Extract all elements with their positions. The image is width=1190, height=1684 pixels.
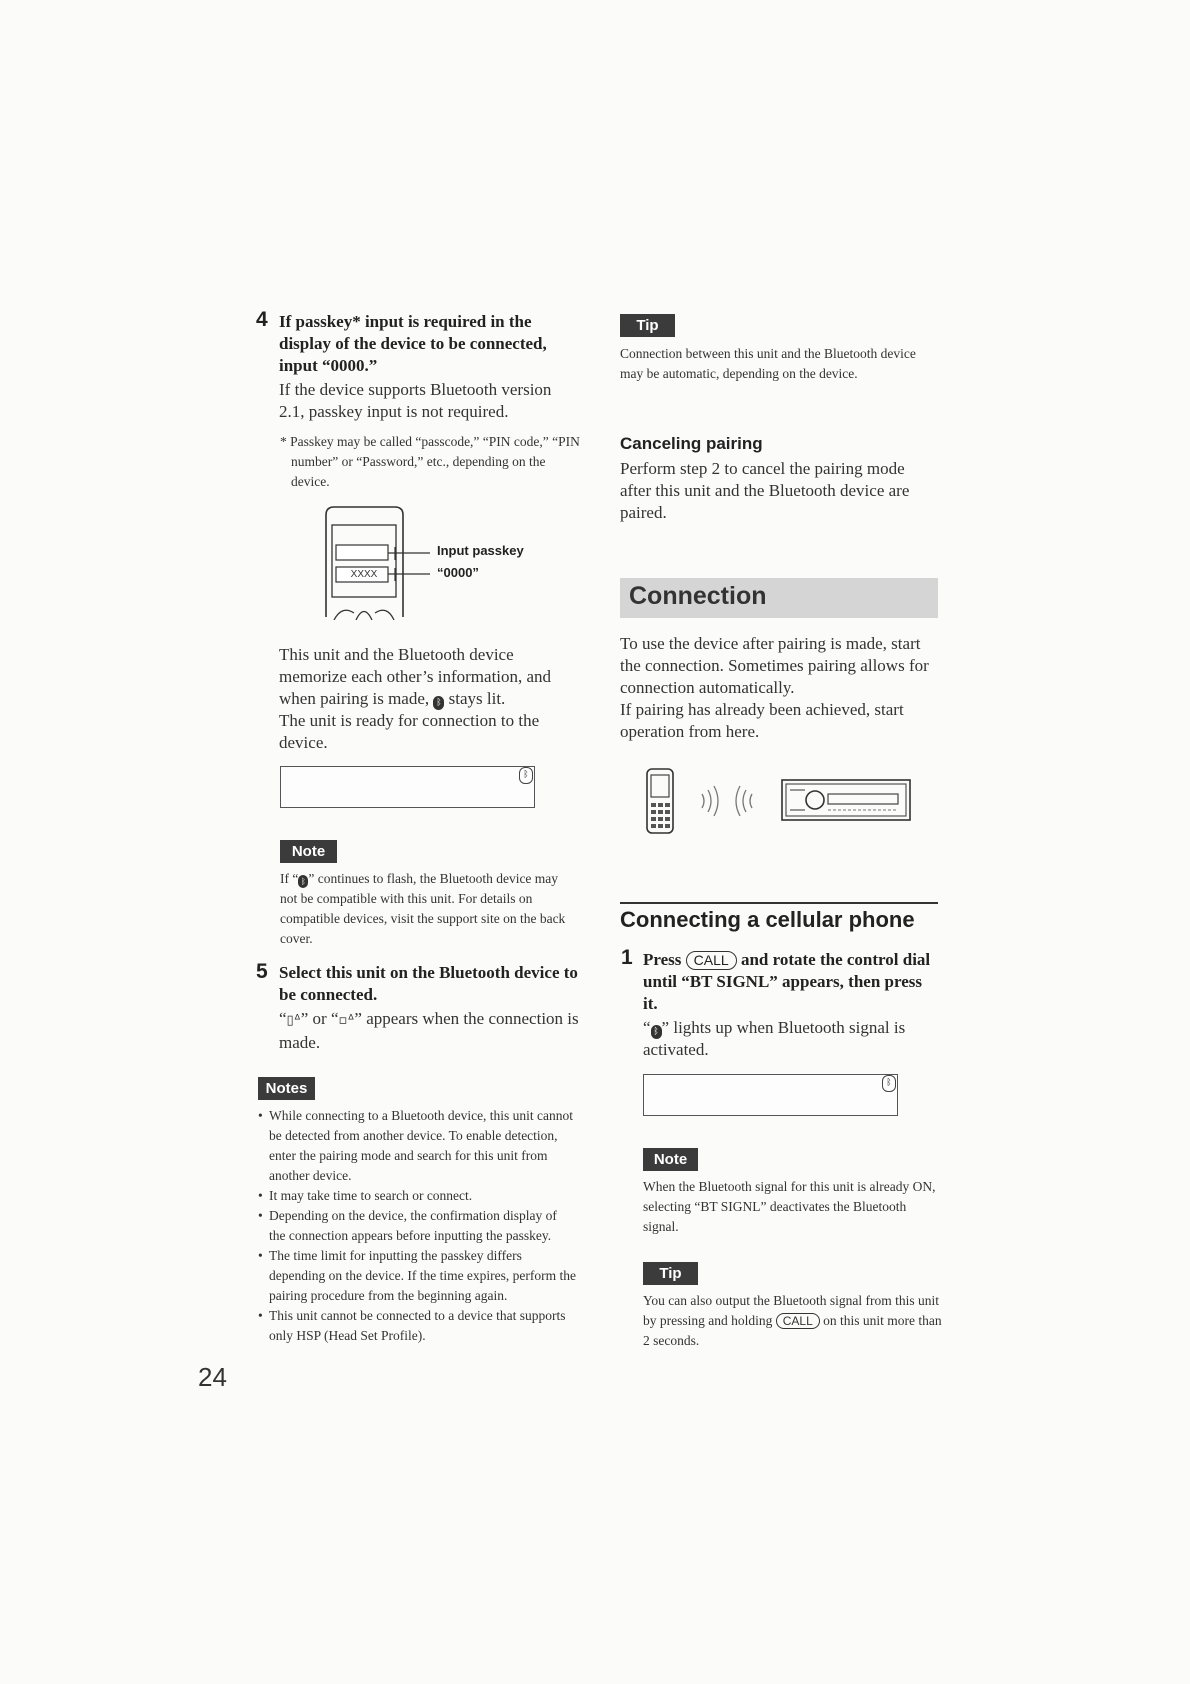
section-divider xyxy=(620,902,938,904)
step-4-number: 4 xyxy=(256,308,268,331)
tip-text: Connection between this unit and the Bluetooth device may be automatic, depending on the device. xyxy=(620,346,916,381)
tip-text-pre: You can also output the Bluetooth signal from this unit by pressing and holding xyxy=(643,1293,939,1328)
bluetooth-icon: ᛒ xyxy=(882,1075,896,1092)
notes-item: • Depending on the device, the confirmation display of the connection appears before inputting the passkey. xyxy=(258,1206,576,1246)
step-1-body-post: ” lights up when Bluetooth signal is activated. xyxy=(643,1018,906,1059)
tip-label: Tip xyxy=(620,314,675,337)
connection-text-1: To use the device after pairing is made, start the connection. Sometimes pairing allows for connection automatically. xyxy=(620,634,929,697)
note-text-after: ” continues to flash, the Bluetooth device may not be compatible with this unit. For details on compatible devices, visit the support site on the back cover. xyxy=(280,871,566,946)
step-5-body-pre: “ xyxy=(279,1009,287,1028)
memorize-text-line1: This unit and the Bluetooth device memorize each other’s information, and when pairing is made, xyxy=(279,645,552,708)
call-button[interactable]: CALL xyxy=(776,1313,820,1329)
memorize-text-line2: The unit is ready for connection to the device. xyxy=(279,711,540,752)
step-1-body xyxy=(643,1017,933,1061)
notes-item: • It may take time to search or connect. xyxy=(258,1186,576,1206)
display-lcd-bt-signal xyxy=(643,1074,898,1116)
bluetooth-icon: ᛒ xyxy=(433,696,444,710)
notes-item: • This unit cannot be connected to a device that supports only HSP (Head Set Profile). xyxy=(258,1306,576,1346)
memorize-text-line1-end: stays lit. xyxy=(448,689,506,708)
note-label: Note xyxy=(280,840,337,863)
step-1-heading-post: and rotate the control dial until “BT SIGNL” appears, then press it. xyxy=(643,950,931,1013)
passkey-figure xyxy=(320,505,540,620)
notes-item: • The time limit for inputting the passkey differs depending on the device. If the time expires, perform the pairing procedure from the beginning again. xyxy=(258,1246,576,1306)
passkey-screen-value: XXXX xyxy=(350,569,378,580)
step-1-number: 1 xyxy=(621,946,633,969)
note-text: When the Bluetooth signal for this unit is already ON, selecting “BT SIGNL” deactivates the Bluetooth signal. xyxy=(643,1179,936,1234)
phone-to-unit-illustration xyxy=(640,766,915,836)
input-passkey-value-label: “0000” xyxy=(437,565,479,580)
step-5-heading: Select this unit on the Bluetooth device to be connected. xyxy=(279,963,578,1004)
memorize-text xyxy=(279,644,579,754)
step-5-body-post: ” appears when the connection is made. xyxy=(279,1009,579,1052)
notes-list xyxy=(258,1106,576,1346)
connection-illustration xyxy=(640,766,915,836)
notes-item: • While connecting to a Bluetooth device, this unit cannot be detected from another device. To enable detection, enter the pairing mode and search for this unit from another device. xyxy=(258,1106,576,1186)
tip-label: Tip xyxy=(643,1262,698,1285)
step-1-body-pre: “ xyxy=(643,1018,651,1037)
step-4-footnote: * Passkey may be called “passcode,” “PIN code,” “PIN number” or “Password,” etc., depending on the device. xyxy=(280,434,580,489)
tip-text xyxy=(643,1291,943,1351)
step-5-body xyxy=(279,1008,579,1054)
step-5-number: 5 xyxy=(256,960,268,983)
tip-text-post: on this unit more than 2 seconds. xyxy=(643,1313,942,1348)
call-button[interactable]: CALL xyxy=(686,951,737,970)
connection-text-2: If pairing has already been achieved, start operation from here. xyxy=(620,700,904,741)
bluetooth-icon: ᛒ xyxy=(298,875,308,888)
page-number: 24 xyxy=(198,1362,227,1392)
bluetooth-icon: ᛒ xyxy=(651,1025,662,1039)
bluetooth-icon: ᛒ xyxy=(519,767,533,784)
phone-handset-icon: ▯ᐞ xyxy=(286,1013,301,1028)
input-passkey-label: Input passkey xyxy=(437,543,524,558)
audio-device-icon: ▫ᐞ xyxy=(338,1013,355,1028)
notes-label: Notes xyxy=(258,1077,315,1100)
display-lcd-paired xyxy=(280,766,535,808)
step-5-body-mid: ” or “ xyxy=(300,1009,339,1028)
note-label: Note xyxy=(643,1148,698,1171)
connecting-cellular-heading: Connecting a cellular phone xyxy=(620,907,915,932)
step-1-heading xyxy=(643,949,933,1015)
connection-title: Connection xyxy=(629,582,767,610)
connection-section-header xyxy=(620,578,938,618)
step-4-heading: If passkey* input is required in the display of the device to be connected, input “0000.” xyxy=(279,312,547,375)
note-text-before: If “ xyxy=(280,871,299,886)
note-text xyxy=(280,869,570,949)
phone-passkey-illustration xyxy=(320,505,540,620)
canceling-pairing-text: Perform step 2 to cancel the pairing mode after this unit and the Bluetooth device are paired. xyxy=(620,459,910,522)
step-1-heading-pre: Press xyxy=(643,950,682,969)
canceling-pairing-heading: Canceling pairing xyxy=(620,434,763,453)
step-4-body: If the device supports Bluetooth version 2.1, passkey input is not required. xyxy=(279,380,552,421)
